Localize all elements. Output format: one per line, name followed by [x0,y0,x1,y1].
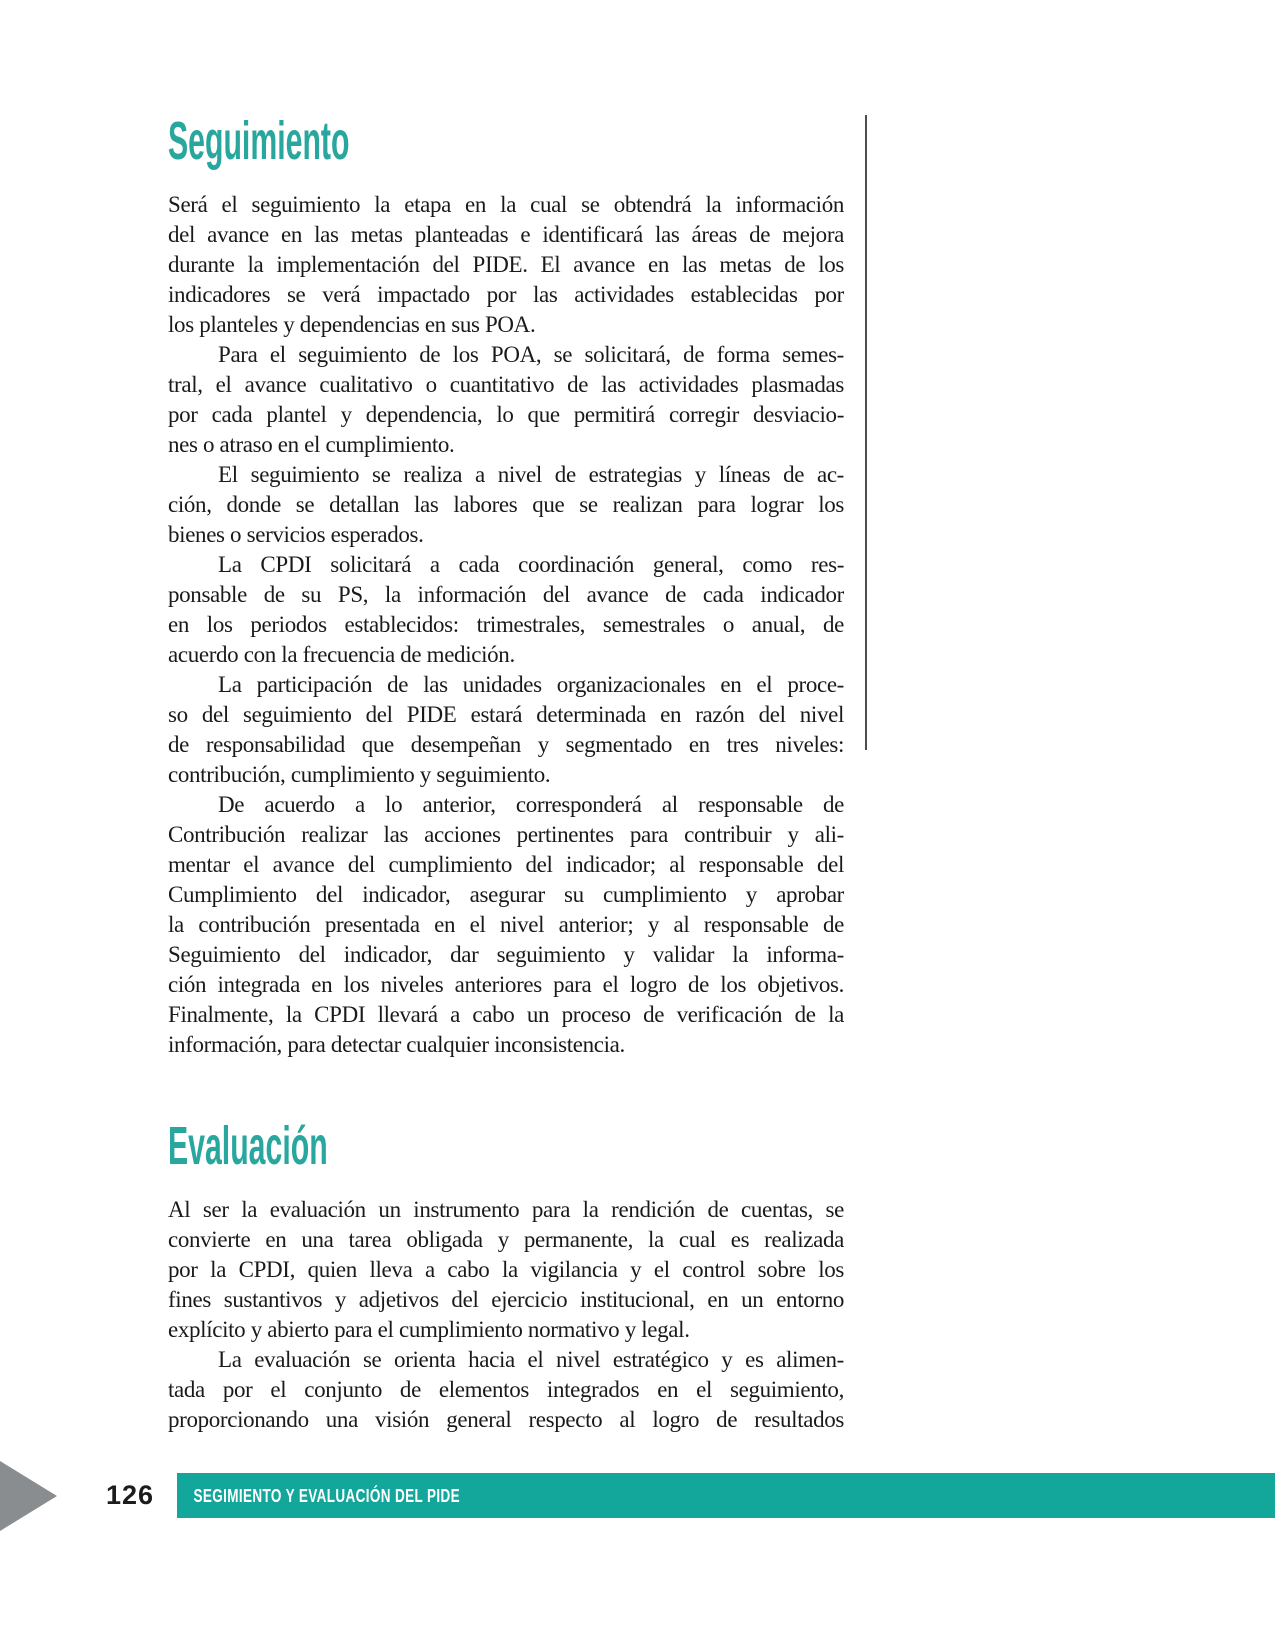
footer-arrow-icon [0,1461,57,1531]
text-line: La participación de las unidades organizacionales en el proce- [218,672,844,697]
text-line: Cumplimiento del indicador, asegurar su cumplimiento y aprobar [168,882,844,907]
text-line: La evaluación se orienta hacia el nivel estratégico y es alimen- [218,1347,844,1372]
text-line: contribución, cumplimiento y seguimiento. [168,762,551,787]
text-line: so del seguimiento del PIDE estará determinada en razón del nivel [168,702,844,727]
text-line: tada por el conjunto de elementos integrados en el seguimiento, [168,1377,844,1402]
text-line: ción, donde se detallan las labores que se realizan para lograr los [168,492,844,517]
text-line: los planteles y dependencias en sus POA. [168,312,536,337]
text-line: La CPDI solicitará a cada coordinación general, como res- [218,552,844,577]
section-heading-evaluacion: Evaluación [168,1116,328,1176]
text-line: información, para detectar cualquier inconsistencia. [168,1032,625,1057]
text-line: mentar el avance del cumplimiento del indicador; al responsable del [168,852,844,877]
text-line: fines sustantivos y adjetivos del ejercicio institucional, en un entorno [168,1287,844,1312]
text-line: Será el seguimiento la etapa en la cual se obtendrá la información [168,192,844,217]
text-line: del avance en las metas planteadas e identificará las áreas de mejora [168,222,844,247]
text-line: nes o atraso en el cumplimiento. [168,432,455,457]
text-line: durante la implementación del PIDE. El avance en las metas de los [168,252,844,277]
text-line: por la CPDI, quien lleva a cabo la vigilancia y el control sobre los [168,1257,844,1282]
text-line: en los periodos establecidos: trimestrales, semestrales o anual, de [168,612,844,637]
text-line: De acuerdo a lo anterior, corresponderá al responsable de [218,792,844,817]
text-line: Seguimiento del indicador, dar seguimiento y validar la informa- [168,942,844,967]
text-line: tral, el avance cualitativo o cuantitativo de las actividades plasmadas [168,372,844,397]
text-line: ponsable de su PS, la información del avance de cada indicador [168,582,844,607]
text-line: de responsabilidad que desempeñan y segmentado en tres niveles: [168,732,844,757]
text-line: explícito y abierto para el cumplimiento normativo y legal. [168,1317,690,1342]
section-evaluacion-heading-wrap [168,1117,844,1195]
text-line: bienes o servicios esperados. [168,522,424,547]
text-line: proporcionando una visión general respecto al logro de resultados [168,1407,844,1432]
text-line: Para el seguimiento de los POA, se solicitará, de forma semes- [218,342,844,367]
text-line: convierte en una tarea obligada y permanente, la cual es realizada [168,1227,844,1252]
section-heading-seguimiento: Seguimiento [168,111,350,171]
text-line: Contribución realizar las acciones pertinentes para contribuir y ali- [168,822,844,847]
section-evaluacion-paragraphs [168,1195,844,1435]
section-seguimiento-heading-wrap [168,112,844,190]
footer-bar [177,1473,1275,1518]
right-margin-rule [865,115,867,750]
text-line: la contribución presentada en el nivel anterior; y al responsable de [168,912,844,937]
text-line: ción integrada en los niveles anteriores para el logro de los objetivos. [168,972,844,997]
text-line: Al ser la evaluación un instrumento para la rendición de cuentas, se [168,1197,844,1222]
page-number: 126 [106,1480,155,1510]
text-line: El seguimiento se realiza a nivel de estrategias y líneas de ac- [218,462,844,487]
text-line: Finalmente, la CPDI llevará a cabo un proceso de verificación de la [168,1002,844,1027]
text-line: por cada plantel y dependencia, lo que permitirá corregir desviacio- [168,402,844,427]
footer-title: SEGIMIENTO Y EVALUACIÓN DEL PIDE [193,1486,461,1506]
text-line: acuerdo con la frecuencia de medición. [168,642,515,667]
section-seguimiento-paragraphs [168,190,844,1060]
text-column [168,112,844,1435]
text-line: indicadores se verá impactado por las actividades establecidas por [168,282,844,307]
